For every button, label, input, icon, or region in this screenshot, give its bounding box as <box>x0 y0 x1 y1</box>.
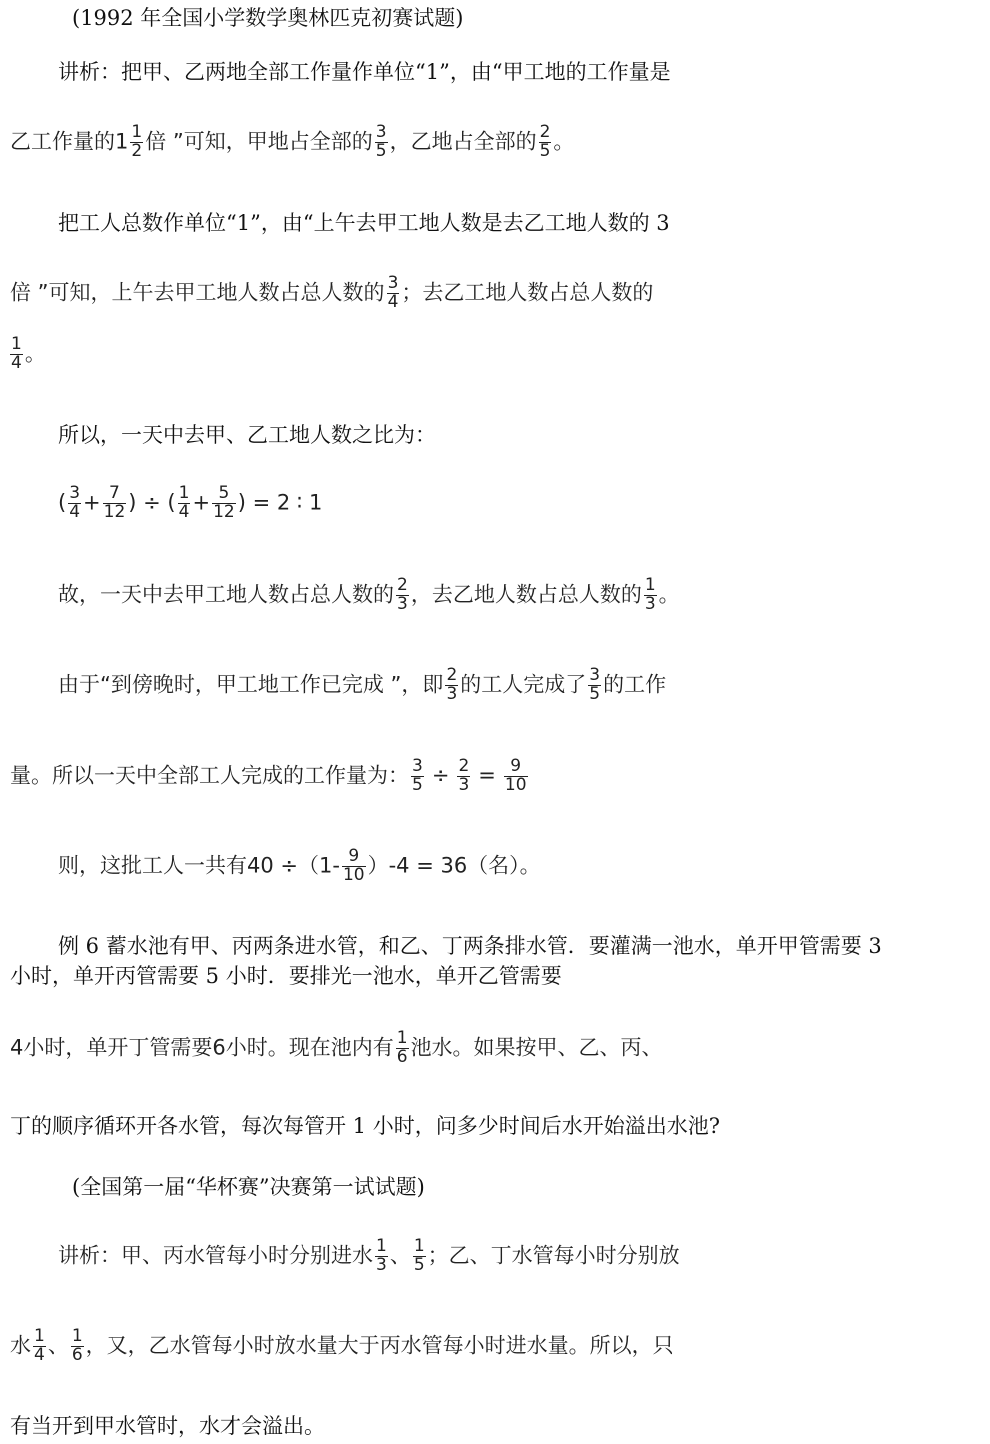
fraction <box>375 1238 388 1275</box>
denominator: 5 <box>375 140 387 161</box>
numerator: 1 <box>34 1326 45 1346</box>
example-6-line-3 <box>10 1030 663 1067</box>
numerator: 2 <box>446 665 458 685</box>
fraction <box>396 577 409 614</box>
ratio-intro: 所以，一天中去甲、乙工地人数之比为： <box>58 423 436 447</box>
denominator: 4 <box>178 501 190 522</box>
text-segment: ；乙、丁水管每小时分别放 <box>427 1243 680 1268</box>
worker-total-calculation <box>58 848 541 885</box>
denominator: 12 <box>103 501 126 522</box>
example-6-question: 丁的顺序循环开各水管，每次每管开 1 小时，问多少时间后水开始溢出水池? <box>10 1114 720 1138</box>
denominator: 4 <box>11 352 22 373</box>
fraction <box>539 124 552 161</box>
ratio-equation <box>58 485 322 522</box>
numerator: 1 <box>11 334 22 354</box>
text-segment: ，去乙地人数占总人数的 <box>410 582 642 607</box>
numerator: 1 <box>71 1326 83 1346</box>
evening-work-line-1 <box>58 667 666 704</box>
text-segment: 4小时，单开丁管需要6小时。现在池内有 <box>10 1035 394 1060</box>
conclusion-proportion <box>58 577 680 614</box>
denominator: 4 <box>69 501 81 522</box>
text-segment: 水 <box>10 1333 31 1358</box>
denominator: 5 <box>589 683 601 704</box>
numerator: 7 <box>109 483 120 503</box>
fraction <box>644 577 657 614</box>
text-segment: ( <box>58 490 67 515</box>
numerator: 1 <box>413 1236 425 1256</box>
text-segment: + <box>192 490 211 515</box>
analysis-pipes-line-2 <box>10 1328 674 1365</box>
denominator: 6 <box>396 1046 408 1067</box>
text-segment: ) = 2 ∶ 1 <box>237 490 323 515</box>
numerator: 2 <box>458 756 470 776</box>
numerator: 1 <box>178 483 190 503</box>
numerator: 3 <box>589 665 601 685</box>
text-segment: ；去乙工地人数占总人数的 <box>401 280 654 305</box>
text-segment: 则，这批工人一共有40 ÷（1- <box>58 853 340 878</box>
text-segment: 的工人完成了 <box>460 672 587 697</box>
denominator: 6 <box>71 1344 83 1365</box>
denominator: 10 <box>342 864 365 885</box>
fraction <box>71 1328 84 1365</box>
text-segment: ÷ <box>431 763 450 788</box>
analysis-paragraph-2-line-1: 把工人总数作单位“1”，由“上午去甲工地人数是去乙工地人数的 3 <box>58 211 670 235</box>
text-segment: 。 <box>553 129 575 154</box>
numerator: 2 <box>539 122 551 142</box>
denominator: 10 <box>504 774 527 795</box>
denominator: 2 <box>131 140 143 161</box>
fraction <box>445 667 458 704</box>
text-segment: ，乙地占全部的 <box>389 129 537 154</box>
fraction <box>68 485 81 522</box>
analysis-paragraph-1-line-1: 讲析：把甲、乙两地全部工作量作单位“1”，由“甲工地的工作量是 <box>58 60 671 84</box>
fraction <box>103 485 127 522</box>
fraction <box>10 336 23 373</box>
text-segment: 。 <box>658 582 680 607</box>
text-segment: 乙工作量的1 <box>10 129 129 154</box>
numerator: 5 <box>218 483 230 503</box>
fraction <box>178 485 191 522</box>
example-6-line-1: 例 6 蓄水池有甲、丙两条进水管，和乙、丁两条排水管．要灌满一池水，单开甲管需要 3 <box>58 934 882 958</box>
analysis-paragraph-1-line-2 <box>10 124 574 161</box>
text-segment: 。 <box>24 341 46 366</box>
denominator: 5 <box>412 774 423 795</box>
denominator: 3 <box>446 683 458 704</box>
text-segment: ) ÷ ( <box>128 490 176 515</box>
example-6-line-2: 小时，单开丙管需要 5 小时．要排光一池水，单开乙管需要 <box>10 964 562 988</box>
text-segment: 、 <box>47 1333 69 1358</box>
analysis-paragraph-2-line-3 <box>10 336 46 373</box>
numerator: 1 <box>396 1028 408 1048</box>
analysis-pipes-line-1 <box>58 1238 680 1275</box>
numerator: 3 <box>387 273 399 293</box>
text-segment: 池水。如果按甲、乙、丙、 <box>410 1035 663 1060</box>
fraction <box>342 848 366 885</box>
text-segment: ）-4 = 36（名）。 <box>367 853 541 878</box>
numerator: 9 <box>348 846 360 866</box>
denominator: 5 <box>413 1254 425 1275</box>
denominator: 4 <box>387 291 399 312</box>
text-segment: = <box>478 763 496 788</box>
numerator: 1 <box>644 575 656 595</box>
fraction <box>396 1030 409 1067</box>
analysis-pipes-line-3: 有当开到甲水管时，水才会溢出。 <box>10 1414 325 1438</box>
numerator: 3 <box>412 756 423 776</box>
text-segment: 倍 ”可知，上午去甲工地人数占总人数的 <box>10 280 385 305</box>
fraction <box>413 1238 426 1275</box>
source-note-huabei: (全国第一届“华杯赛”决赛第一试试题) <box>72 1175 425 1199</box>
fraction <box>504 758 528 795</box>
numerator: 2 <box>397 575 408 595</box>
fraction <box>411 758 424 795</box>
denominator: 12 <box>213 501 235 522</box>
text-segment: 的工作 <box>603 672 667 697</box>
fraction <box>33 1328 46 1365</box>
fraction <box>387 275 400 312</box>
denominator: 3 <box>644 593 656 614</box>
numerator: 1 <box>376 1236 387 1256</box>
denominator: 3 <box>376 1254 387 1275</box>
text-segment: 量。所以一天中全部工人完成的工作量为： <box>10 763 409 788</box>
source-note-1992: (1992 年全国小学数学奥林匹克初赛试题) <box>72 6 464 30</box>
numerator: 9 <box>510 756 522 776</box>
fraction <box>457 758 470 795</box>
numerator: 1 <box>131 122 143 142</box>
denominator: 3 <box>458 774 470 795</box>
text-segment: 故，一天中去甲工地人数占总人数的 <box>58 582 394 607</box>
analysis-paragraph-2-line-2 <box>10 275 653 312</box>
text-segment: 、 <box>389 1243 411 1268</box>
text-segment: ，又，乙水管每小时放水量大于丙水管每小时进水量。所以，只 <box>85 1333 674 1358</box>
fraction <box>588 667 601 704</box>
denominator: 4 <box>34 1344 45 1365</box>
fraction <box>212 485 236 522</box>
fraction <box>375 124 388 161</box>
denominator: 3 <box>397 593 408 614</box>
evening-work-line-2 <box>10 758 530 795</box>
text-segment: + <box>83 490 101 515</box>
text-segment: 由于“到傍晚时，甲工地工作已完成 ”，即 <box>58 672 444 697</box>
numerator: 3 <box>375 122 387 142</box>
fraction <box>130 124 143 161</box>
numerator: 3 <box>69 483 81 503</box>
text-segment: 倍 ”可知，甲地占全部的 <box>145 129 373 154</box>
text-segment: 讲析：甲、丙水管每小时分别进水 <box>58 1243 373 1268</box>
denominator: 5 <box>539 140 551 161</box>
